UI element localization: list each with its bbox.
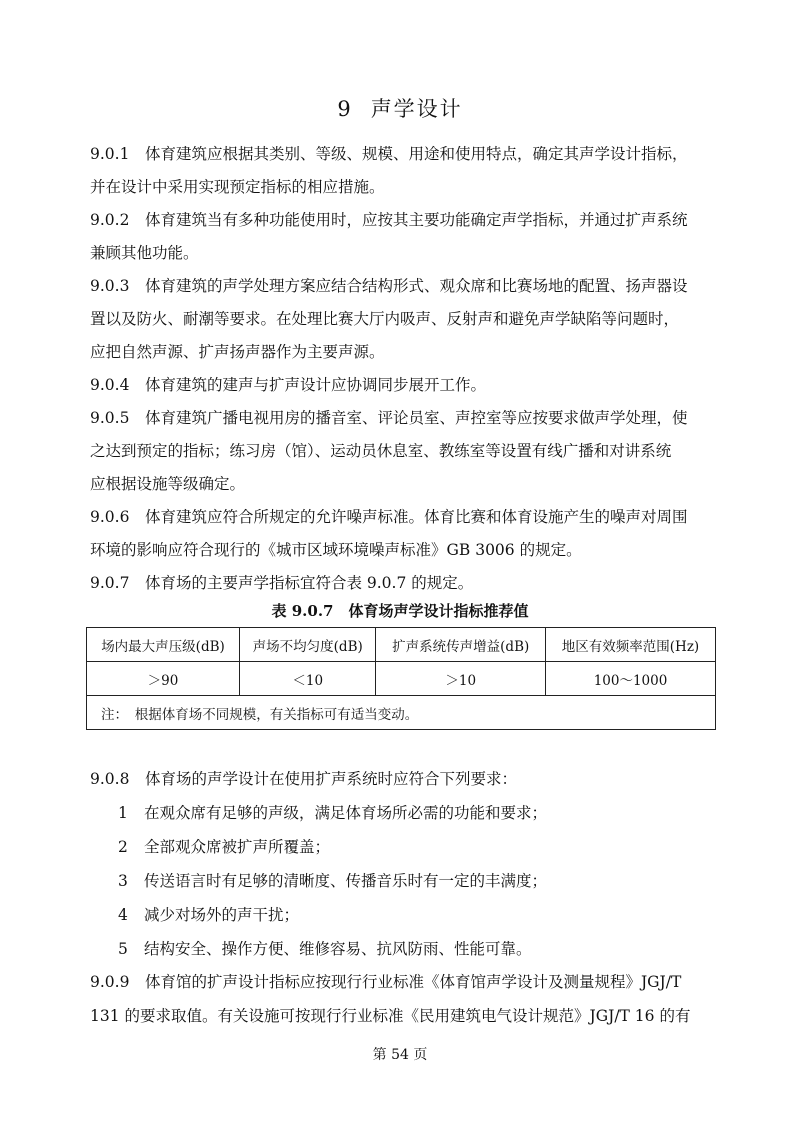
section-title: 声学设计 xyxy=(370,97,463,121)
item-number: 4 xyxy=(118,906,128,924)
clause-9-0-8-item xyxy=(118,801,547,823)
clause-9-0-1-line-1: 9.0.1 体育建筑应根据其类别、等级、规模、用途和使用特点，确定其声学设计指标， xyxy=(90,145,688,163)
clause-9-0-8-item xyxy=(118,903,299,925)
section-number: 9 xyxy=(337,97,353,121)
table-header-cell: 地区有效频率范围(Hz) xyxy=(546,628,716,662)
clause-9-0-8-intro: 9.0.8 体育场的声学设计在使用扩声系统时应符合下列要求： xyxy=(90,770,517,788)
table-header-cell: 声场不均匀度(dB) xyxy=(240,628,376,662)
table-header-cell: 场内最大声压级(dB) xyxy=(87,628,240,662)
clause-9-0-6-line-1: 9.0.6 体育建筑应符合所规定的允许噪声标准。体育比赛和体育设施产生的噪声对周围 xyxy=(90,508,688,526)
clause-9-0-5-line-3: 应根据设施等级确定。 xyxy=(90,475,246,493)
item-text: 传送语言时有足够的清晰度、传播音乐时有一定的丰满度； xyxy=(144,872,548,890)
clause-9-0-2-line-2: 兼顾其他功能。 xyxy=(90,244,199,262)
clause-9-0-5-line-1: 9.0.5 体育建筑广播电视用房的播音室、评论员室、声控室等应按要求做声学处理，使 xyxy=(90,409,688,427)
item-number: 2 xyxy=(118,838,128,856)
item-text: 在观众席有足够的声级，满足体育场所必需的功能和要求； xyxy=(144,804,548,822)
page-number: 第 54 页 xyxy=(372,1047,428,1063)
clause-9-0-9-line-2: 131 的要求取值。有关设施可按现行行业标准《民用建筑电气设计规范》JGJ/T 16 的有 xyxy=(90,1007,691,1025)
table-note: 注： 根据体育场不同规模，有关指标可有适当变动。 xyxy=(87,696,716,730)
clause-9-0-1-line-2: 并在设计中采用实现预定指标的相应措施。 xyxy=(90,178,385,196)
clause-9-0-8-item xyxy=(118,835,330,857)
clause-9-0-3-line-1: 9.0.3 体育建筑的声学处理方案应结合结构形式、观众席和比赛场地的配置、扬声器设 xyxy=(90,277,688,295)
table-header-row xyxy=(87,628,716,662)
clause-9-0-3-line-2: 置以及防火、耐潮等要求。在处理比赛大厅内吸声、反射声和避免声学缺陷等问题时， xyxy=(90,310,680,328)
clause-9-0-8-item xyxy=(118,869,547,891)
clause-9-0-9-line-1: 9.0.9 体育馆的扩声设计指标应按现行行业标准《体育馆声学设计及测量规程》JGJ/T xyxy=(90,973,682,991)
item-number: 3 xyxy=(118,872,128,890)
item-number: 1 xyxy=(118,804,128,822)
table-value-cell: ＜10 xyxy=(240,662,376,696)
item-text: 结构安全、操作方便、维修容易、抗风防雨、性能可靠。 xyxy=(144,940,532,958)
clause-9-0-5-line-2: 之达到预定的指标；练习房（馆）、运动员休息室、教练室等设置有线广播和对讲系统 xyxy=(90,442,672,460)
clause-9-0-6-line-2: 环境的影响应符合现行的《城市区域环境噪声标准》GB 3006 的规定。 xyxy=(90,541,582,559)
table-note-row xyxy=(87,696,716,730)
clause-9-0-7-line-1: 9.0.7 体育场的主要声学指标宜符合表 9.0.7 的规定。 xyxy=(90,574,474,592)
table-value-cell: ＞10 xyxy=(376,662,546,696)
item-number: 5 xyxy=(118,940,128,958)
table-value-row xyxy=(87,662,716,696)
clause-9-0-8-item xyxy=(118,937,532,959)
table-header-cell: 扩声系统传声增益(dB) xyxy=(376,628,546,662)
clause-9-0-3-line-3: 应把自然声源、扩声扬声器作为主要声源。 xyxy=(90,343,385,361)
item-text: 全部观众席被扩声所覆盖； xyxy=(144,838,331,856)
clause-9-0-2-line-1: 9.0.2 体育建筑当有多种功能使用时，应按其主要功能确定声学指标，并通过扩声系统 xyxy=(90,211,688,229)
acoustic-spec-table xyxy=(86,627,716,730)
section-heading xyxy=(0,93,800,123)
clause-9-0-4-line-1: 9.0.4 体育建筑的建声与扩声设计应协调同步展开工作。 xyxy=(90,376,486,394)
table-caption: 表 9.0.7 体育场声学设计指标推荐值 xyxy=(271,602,529,620)
table-value-cell: 100～1000 xyxy=(546,662,716,696)
item-text: 减少对场外的声干扰； xyxy=(144,906,300,924)
table-value-cell: ＞90 xyxy=(87,662,240,696)
